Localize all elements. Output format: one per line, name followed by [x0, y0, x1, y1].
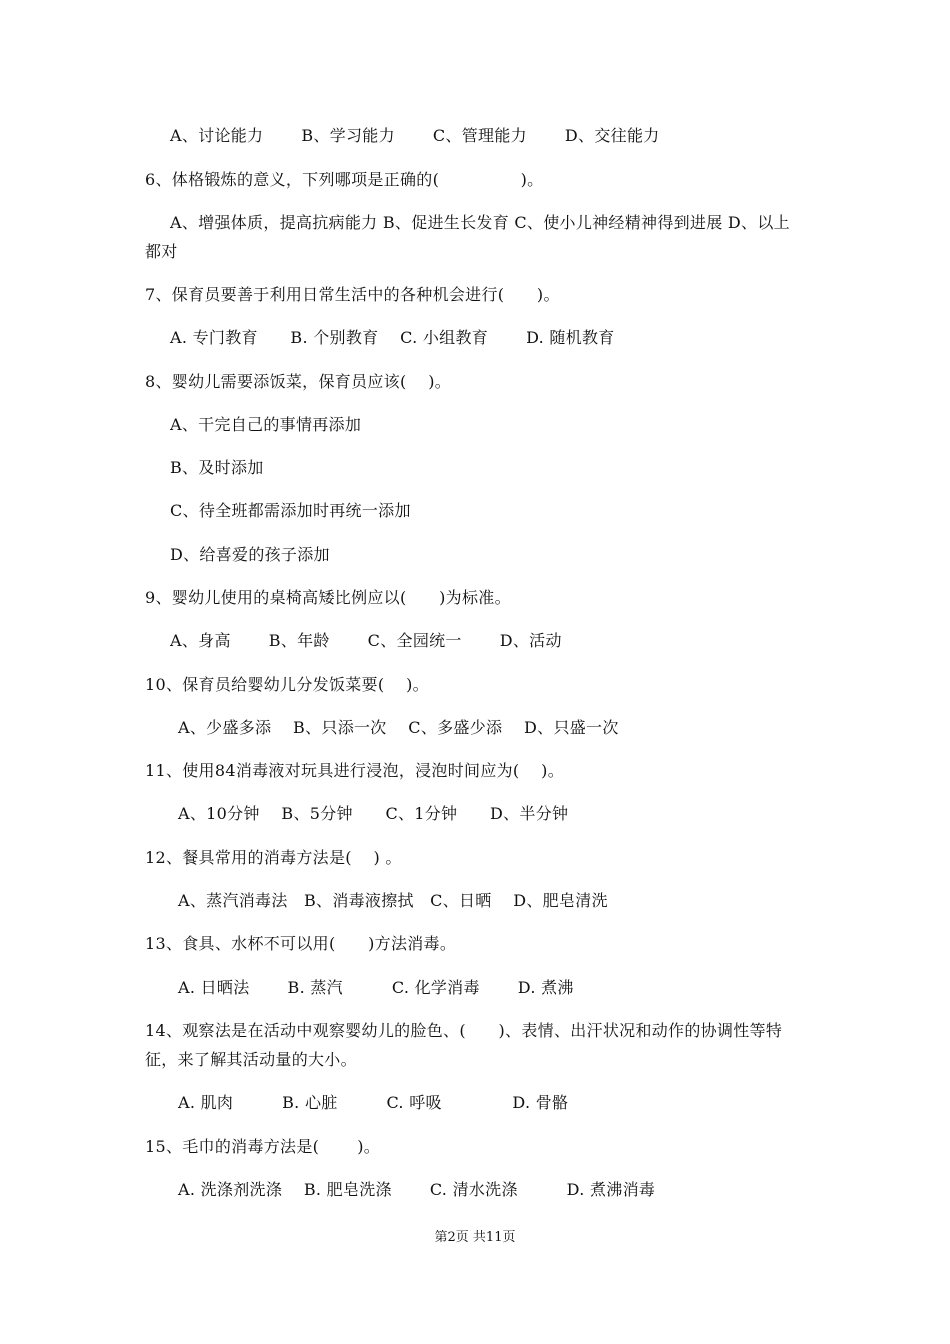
- q6-question: 6、体格锻炼的意义，下列哪项是正确的( )。: [145, 170, 544, 189]
- q15-options: A. 洗涤剂洗涤 B. 肥皂洗涤 C. 清水洗涤 D. 煮沸消毒: [178, 1180, 656, 1199]
- q8-question: 8、婴幼儿需要添饭菜，保育员应该( )。: [145, 372, 452, 391]
- q10-options: A、少盛多添 B、只添一次 C、多盛少添 D、只盛一次: [178, 718, 619, 737]
- q12-options: A、蒸汽消毒法 B、消毒液擦拭 C、日晒 D、肥皂清洗: [178, 891, 608, 910]
- q9-options: A、身高 B、年龄 C、全园统一 D、活动: [170, 631, 562, 650]
- q14-question-continued: 征，来了解其活动量的大小。: [145, 1050, 357, 1069]
- q8-option-a: A、干完自己的事情再添加: [170, 415, 362, 434]
- q8-option-b: B、及时添加: [170, 458, 264, 477]
- q12-question: 12、餐具常用的消毒方法是( ) 。: [145, 848, 402, 867]
- q8-option-c: C、待全班都需添加时再统一添加: [170, 501, 411, 520]
- q10-question: 10、保育员给婴幼儿分发饭菜要( )。: [145, 675, 429, 694]
- q6-options-continued: 都对: [145, 242, 178, 261]
- q6-options: A、增强体质，提高抗病能力 B、促进生长发育 C、使小儿神经精神得到进展 D、以上: [170, 213, 790, 232]
- q15-question: 15、毛巾的消毒方法是( )。: [145, 1137, 381, 1156]
- q7-question: 7、保育员要善于利用日常生活中的各种机会进行( )。: [145, 285, 560, 304]
- q9-question: 9、婴幼儿使用的桌椅高矮比例应以( )为标准。: [145, 588, 511, 607]
- q13-options: A. 日晒法 B. 蒸汽 C. 化学消毒 D. 煮沸: [178, 978, 574, 997]
- q8-option-d: D、给喜爱的孩子添加: [170, 545, 330, 564]
- q11-question: 11、使用84消毒液对玩具进行浸泡，浸泡时间应为( )。: [145, 761, 564, 780]
- q14-options: A. 肌肉 B. 心脏 C. 呼吸 D. 骨骼: [178, 1093, 569, 1112]
- q5-options: A、讨论能力 B、学习能力 C、管理能力 D、交往能力: [170, 126, 660, 145]
- page-footer: 第2页 共11页: [434, 1230, 516, 1245]
- q11-options: A、10分钟 B、5分钟 C、1分钟 D、半分钟: [178, 804, 569, 823]
- q7-options: A. 专门教育 B. 个别教育 C. 小组教育 D. 随机教育: [170, 328, 615, 347]
- q13-question: 13、食具、水杯不可以用( )方法消毒。: [145, 934, 457, 953]
- q14-question: 14、观察法是在活动中观察婴幼儿的脸色、( )、表情、出汗状况和动作的协调性等特: [145, 1021, 783, 1040]
